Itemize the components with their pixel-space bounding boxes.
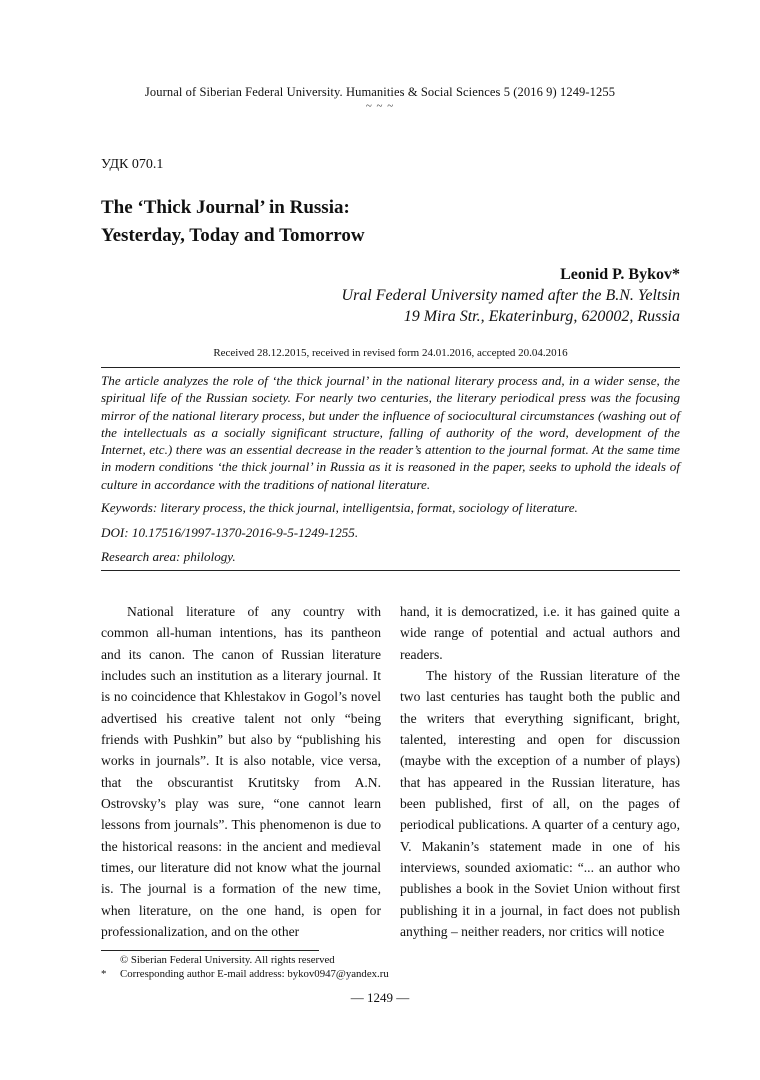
footnote-corresponding	[101, 967, 389, 981]
abstract: The article analyzes the role of ‘the thick journal’ in the national literary process and, in a wider sense, the spiritual life of the Russian society. For nearly two centuries, the literary periodical press was the focusing mirror of the national literary process, but under the influence of sociocultural circumstances (washing out of the intellectuals as a socially significant structure, falling of authority of the word, development of the Internet, etc.) there was an essential decrease in the reader’s attention to the journal format. At the same time in modern conditions ‘the thick journal’ in Russia as it is reasoned in the paper, seeks to uphold the ideals of culture in accordance with the traditions of national literature.	[101, 373, 680, 492]
title-line-1: The ‘Thick Journal’ in Russia:	[101, 197, 350, 218]
corresponding-email-text: Corresponding author E-mail address: bykov0947@yandex.ru	[120, 968, 389, 980]
footnote-mark: *	[101, 968, 107, 980]
body-paragraph-continued: hand, it is democratized, i.e. it has gained quite a wide range of potential and actual authors and readers.	[400, 604, 680, 662]
page-number: — 1249 —	[350, 990, 410, 1005]
article-title	[101, 194, 661, 250]
body-column-left	[101, 601, 381, 943]
footnote-rule	[101, 950, 319, 951]
copyright-text: © Siberian Federal University. All rights reserved	[120, 954, 335, 966]
footnote-copyright	[101, 953, 335, 967]
body-column-right	[400, 601, 680, 943]
body-paragraph: The history of the Russian literature of the two last centuries has taught both the public and the writers that everything significant, bright, talented, interesting and open for discussion (maybe with the exception of a number of plays) that has appeared in the Russian literature, has been published, first of all, on the pages of periodical publications. A quarter of a century ago, V. Makanin’s statement made in one of his interviews, sounded axiomatic: “... an author who publishes a book in the Soviet Union without first publishing it in a journal, in fact does not publish anything – neither readers, nor critics will notice	[400, 668, 680, 940]
author-block	[342, 264, 680, 327]
received-dates: Received 28.12.2015, received in revised form 24.01.2016, accepted 20.04.2016	[213, 347, 568, 359]
body-paragraph: National literature of any country with common all-human intentions, has its pantheon and its canon. The canon of Russian literature includes such an institution as a literary journal. It is no coincidence that Khlestakov in Gogol’s novel advertised his creative talent not only “being friends with Pushkin” but also by “publishing his works in journals”. It is also notable, vice versa, that the obscurantist Krutitsky from A.N. Ostrovsky’s play was sure, “one cannot learn lessons from journals”. This phenomenon is due to the historical reasons: in the ancient and medieval times, our literature did not know what the journal is. The journal is a formation of the new time, when literature, on the one hand, is open for professionalization, and on the other	[101, 604, 381, 940]
research-area: Research area: philology.	[101, 549, 236, 564]
abstract-bottom-rule	[101, 570, 680, 571]
keywords: Keywords: literary process, the thick journal, intelligentsia, format, sociology of literature.	[101, 500, 578, 515]
affiliation-line-1: Ural Federal University named after the B.N. Yeltsin	[341, 287, 680, 304]
affiliation-line-2: 19 Mira Str., Ekaterinburg, 620002, Russia	[403, 308, 680, 325]
running-head: Journal of Siberian Federal University. Humanities & Social Sciences 5 (2016 9) 1249-1255	[144, 85, 616, 99]
ornament: ~ ~ ~	[365, 100, 395, 112]
doi: DOI: 10.17516/1997-1370-2016-9-5-1249-1255.	[101, 525, 359, 540]
title-line-2: Yesterday, Today and Tomorrow	[101, 225, 365, 246]
author-name: Leonid P. Bykov*	[560, 266, 680, 283]
udk-code: УДК 070.1	[101, 157, 164, 172]
abstract-top-rule	[101, 367, 680, 368]
